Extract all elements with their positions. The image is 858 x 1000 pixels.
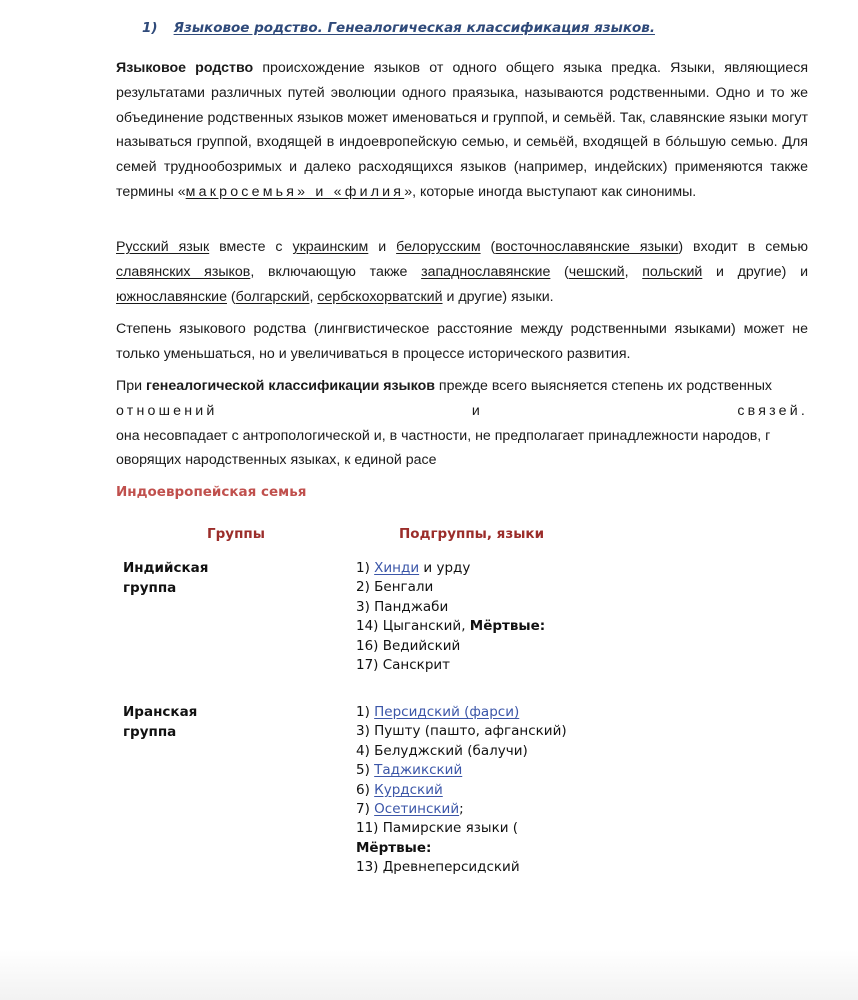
link-bulgarian[interactable]: болгарский — [235, 288, 310, 305]
list-item — [356, 839, 567, 858]
item-text: 5) — [356, 762, 375, 779]
paragraph-language-kinship — [116, 56, 808, 205]
paragraph-text: и — [471, 402, 484, 419]
link-hindi[interactable]: Хинди — [374, 560, 420, 576]
list-item: 3) Пушту (пашто, афганский) — [356, 723, 567, 740]
paragraph-text: происхождение языков от одного общего языка предка. Языки, являющиеся результатами различных путей эволюции одного праязыка, называются родственными. Одно и то же объединение родственных языков может именоваться и группой, и семьёй. Так, славянские языки могут называться группой, входящей в индоевропейскую семью, и семьёй, входящей в бóльшую семью. Для семей труднообозримых и далеко расходящихся языков (например, индейских) применяются также термины « — [116, 60, 808, 200]
link-belarusian[interactable]: белорусским — [396, 239, 481, 255]
dead-languages-label: Мёртвые: — [469, 618, 546, 635]
language-list-indian — [356, 559, 545, 675]
heading-number: 1) — [142, 20, 158, 36]
paragraph-text: и другие) языки. — [442, 288, 554, 305]
paragraph-text: отношений — [116, 402, 218, 419]
paragraph-text: вместе с — [209, 239, 293, 255]
group-iranian — [123, 703, 233, 742]
link-east-slavic[interactable]: восточнославянские языки — [495, 239, 679, 255]
group-name: Индийская — [123, 560, 209, 576]
term-genealogical-classification: генеалогической классификации языков — [145, 378, 435, 394]
heading-title: Языковое родство. Генеалогическая классификация языков. — [173, 20, 655, 36]
group-name: группа — [123, 579, 177, 596]
paragraph-text: ( — [226, 288, 236, 305]
link-west-slavic[interactable]: западнославянские — [421, 263, 551, 280]
list-item: 3) Панджаби — [356, 598, 449, 615]
link-russian-language[interactable]: Русский язык — [116, 239, 210, 255]
link-serbo-croatian[interactable]: сербскохорватский — [317, 288, 443, 305]
list-item — [356, 617, 545, 636]
list-item: 16) Ведийский — [356, 637, 461, 654]
paragraph-text: она несовпадает с антропологической и, в частности, не предполагает принадлежности народов, г оворящих народственных языках, к единой расе — [116, 427, 771, 469]
paragraph-text: связей. — [737, 402, 808, 419]
list-item: 4) Белуджский (балучи) — [356, 742, 528, 759]
link-polish[interactable]: польский — [642, 263, 703, 280]
item-text: 6) — [356, 781, 375, 798]
column-header-subgroups: Подгруппы, языки — [399, 526, 545, 542]
term-language-kinship: Языковое родство — [116, 60, 254, 76]
link-czech[interactable]: чешский — [568, 263, 625, 280]
paragraph-text: ( — [480, 239, 496, 255]
list-item — [356, 559, 545, 578]
link-persian[interactable]: Персидский (фарси) — [374, 704, 520, 720]
item-text: 7) — [356, 801, 375, 818]
paragraph-text: и — [368, 239, 397, 255]
link-ossetian[interactable]: Осетинский — [374, 801, 460, 818]
list-item: 11) Памирские языки ( — [356, 820, 519, 837]
dead-languages-label: Мёртвые: — [356, 839, 432, 856]
item-text: ; — [459, 801, 464, 818]
list-item — [356, 761, 567, 780]
paragraph-russian-language — [116, 235, 808, 309]
paragraph-text: ) входит в семью — [678, 239, 809, 255]
paragraph-text: », которые иногда выступают как синонимы. — [404, 183, 697, 200]
group-indian — [123, 559, 233, 598]
paragraph-text: прежде всего выясняется степень их родственных — [434, 378, 772, 394]
spaced-line — [116, 399, 808, 424]
item-text: 1) — [356, 704, 375, 720]
paragraph-text: , — [624, 263, 643, 280]
list-item: 13) Древнеперсидский — [356, 859, 520, 876]
paragraph-text: При — [116, 378, 146, 394]
term-macrofamily-phylum: макросемья» и «филия — [185, 183, 405, 200]
link-slavic-languages[interactable]: славянских языков — [116, 263, 251, 280]
link-south-slavic[interactable]: южнославянские — [116, 288, 227, 305]
column-header-groups: Группы — [207, 526, 265, 542]
item-text: и урду — [419, 560, 471, 576]
paragraph-text: , — [309, 288, 318, 305]
list-item: 17) Санскрит — [356, 657, 451, 674]
list-item: 2) Бенгали — [356, 579, 434, 596]
item-text: 14) Цыганский, — [356, 618, 470, 635]
paragraph-text: и другие) и — [702, 263, 808, 280]
list-item — [356, 703, 567, 722]
group-name: группа — [123, 723, 177, 740]
group-name: Иранская — [123, 704, 198, 720]
link-tajik[interactable]: Таджикский — [374, 762, 463, 779]
item-text: 1) — [356, 560, 375, 576]
paragraph-text: , включающую также — [250, 263, 422, 280]
paragraph-genealogical-classification — [116, 374, 808, 473]
language-list-iranian — [356, 703, 567, 878]
link-kurdish[interactable]: Курдский — [374, 781, 443, 798]
link-ukrainian[interactable]: украинским — [292, 239, 369, 255]
paragraph-degree-of-kinship: Степень языкового родства (лингвистическое расстояние между родственными языками) может не только уменьшаться, но и увеличиваться в процессе исторического развития. — [116, 321, 808, 362]
list-item — [356, 800, 567, 819]
paragraph-text: ( — [550, 263, 569, 280]
section-heading — [142, 20, 655, 36]
family-title: Индоевропейская семья — [116, 484, 307, 500]
list-item — [356, 781, 567, 800]
